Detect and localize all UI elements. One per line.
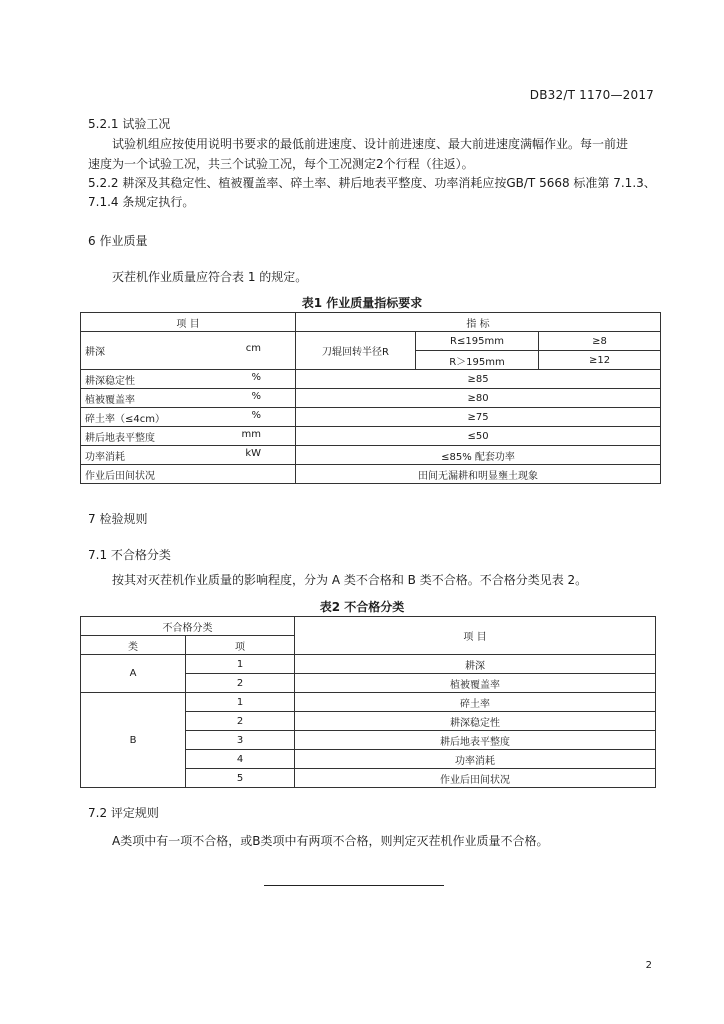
table1-row-value: 田间无漏耕和明显壅土现象: [296, 465, 661, 484]
table1-r2-value: ≥12: [539, 351, 661, 370]
table1-row-item: 植被覆盖率: [85, 394, 135, 406]
section-7-2-title: 7.2 评定规则: [88, 806, 159, 820]
table1-row-item: 耕后地表平整度: [85, 432, 155, 444]
table1-row-value: ≤85% 配套功率: [296, 446, 661, 465]
table-row: [81, 389, 661, 408]
table1-row-item-cell: [81, 408, 296, 427]
table1-row-unit: %: [251, 390, 261, 402]
table1-head-index: 指 标: [296, 313, 661, 332]
table1-depth-unit: cm: [245, 343, 261, 354]
section-5-2-1-text-line2: 速度为一个试验工况，共三个试验工况，每个工况测定2个行程（往返）。: [88, 157, 474, 171]
table1-row-unit: mm: [241, 428, 261, 440]
table2-row-no: 2: [186, 712, 295, 731]
section-5-2-1-text-line1: 试验机组应按使用说明书要求的最低前进速度、设计前进速度、最大前进速度满幅作业。每一前进: [112, 137, 629, 151]
table1-row-unit: %: [251, 371, 261, 383]
table2-caption: 表2 不合格分类: [319, 600, 405, 614]
table2-row-no: 1: [186, 655, 295, 674]
table2-row-item: 耕后地表平整度: [295, 731, 656, 750]
table2-head-class: 类: [81, 636, 186, 655]
table2-class-b: B: [81, 693, 186, 788]
table1-row-value: ≥80: [296, 389, 661, 408]
table1-r1-value: ≥8: [539, 332, 661, 351]
table1-row-item-cell: [81, 370, 296, 389]
table1-row-value: ≥85: [296, 370, 661, 389]
document-code: DB32/T 1170—2017: [529, 88, 654, 102]
table1-row-item: 作业后田间状况: [85, 470, 155, 482]
table1-row-unit: kW: [245, 447, 261, 459]
end-rule-divider: [264, 885, 444, 886]
table1-row-item-cell: [81, 427, 296, 446]
section-7-1-title: 7.1 不合格分类: [88, 548, 171, 562]
table1-row-item: 耕深稳定性: [85, 375, 135, 387]
table2-row-item: 耕深: [295, 655, 656, 674]
table2-nonconformity-classification: [80, 616, 656, 788]
section-7-1-text: 按其对灭茬机作业质量的影响程度，分为 A 类不合格和 B 类不合格。不合格分类见表 2。: [112, 573, 588, 587]
table1-r1-condition: R≤195mm: [416, 332, 539, 351]
table1-depth-label: 耕深: [85, 347, 105, 358]
section-6-text: 灭茬机作业质量应符合表 1 的规定。: [112, 270, 308, 284]
table1-row-value: ≥75: [296, 408, 661, 427]
table1-r2-condition: R＞195mm: [416, 351, 539, 370]
table1-quality-requirements: [80, 312, 661, 484]
section-5-2-2-line2: 7.1.4 条规定执行。: [88, 195, 195, 209]
section-7-title: 7 检验规则: [88, 512, 148, 526]
table1-depth-cell: [81, 332, 296, 370]
table2-head-group: 不合格分类: [81, 617, 295, 636]
table2-row-item: 植被覆盖率: [295, 674, 656, 693]
table1-head-item: 项 目: [81, 313, 296, 332]
table2-row-no: 2: [186, 674, 295, 693]
table-row: [81, 655, 656, 674]
table2-head-no: 项: [186, 636, 295, 655]
page-number: 2: [645, 960, 652, 971]
table1-row-value: ≤50: [296, 427, 661, 446]
section-6-title: 6 作业质量: [88, 234, 148, 248]
table2-row-item: 碎土率: [295, 693, 656, 712]
section-5-2-2-line1: 5.2.2 耕深及其稳定性、植被覆盖率、碎土率、耕后地表平整度、功率消耗应按GB/T 5668 标准第 7.1.3、: [88, 176, 656, 190]
table1-row-item: 功率消耗: [85, 451, 125, 463]
table1-row-item-cell: [81, 446, 296, 465]
table2-row-item: 功率消耗: [295, 750, 656, 769]
table2-row-item: 耕深稳定性: [295, 712, 656, 731]
table-row: [81, 370, 661, 389]
table2-head-item: 项 目: [295, 617, 656, 655]
table-row: [81, 693, 656, 712]
table1-radius-label: 刀辊回转半径R: [296, 332, 416, 370]
table2-row-no: 5: [186, 769, 295, 788]
table2-class-a: A: [81, 655, 186, 693]
table-row: [81, 408, 661, 427]
table2-row-item: 作业后田间状况: [295, 769, 656, 788]
table-row: [81, 465, 661, 484]
table1-row-item: 碎土率（≤4cm）: [85, 413, 165, 425]
table1-row-item-cell: [81, 389, 296, 408]
table1-row-item-cell: [81, 465, 296, 484]
section-7-2-text: A类项中有一项不合格，或B类项中有两项不合格，则判定灭茬机作业质量不合格。: [112, 834, 549, 848]
table2-row-no: 3: [186, 731, 295, 750]
table-row: [81, 427, 661, 446]
table-row: [81, 446, 661, 465]
table2-row-no: 4: [186, 750, 295, 769]
table1-row-unit: %: [251, 409, 261, 421]
table1-caption: 表1 作业质量指标要求: [301, 296, 423, 310]
section-5-2-1-title: 5.2.1 试验工况: [88, 117, 171, 131]
table2-row-no: 1: [186, 693, 295, 712]
